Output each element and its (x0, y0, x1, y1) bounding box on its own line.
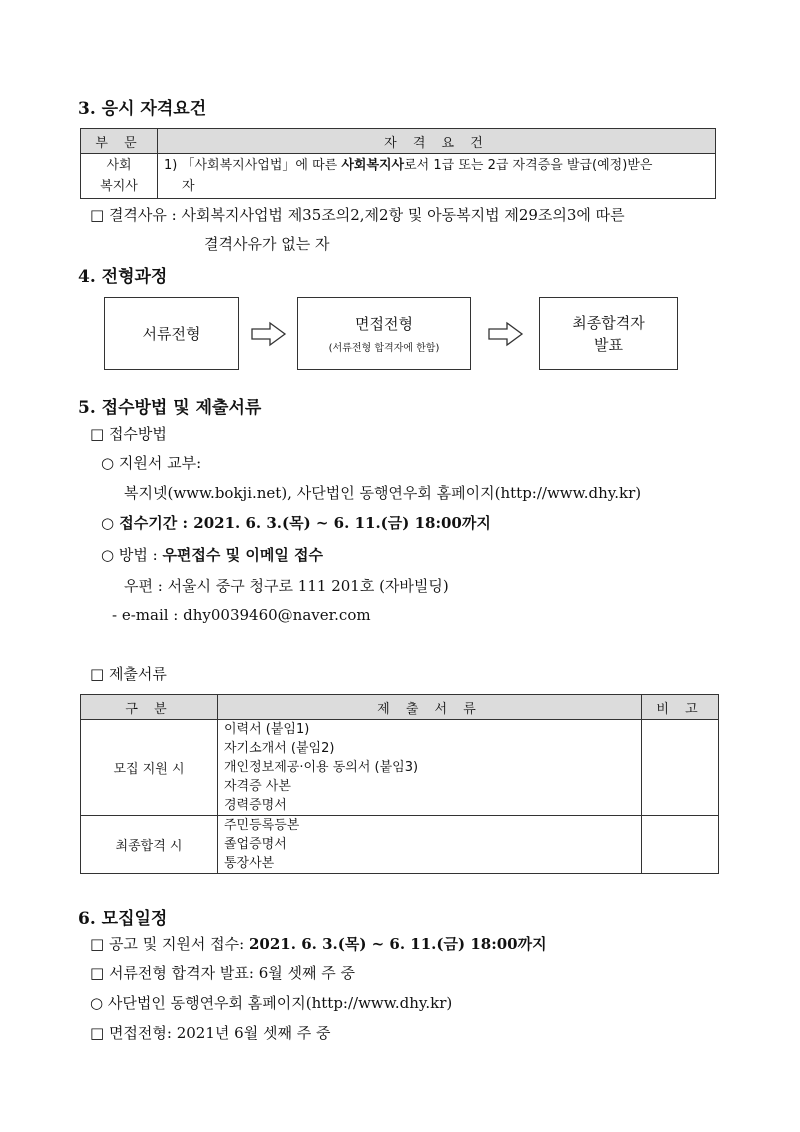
document-item: 자기소개서 (붙임2) (224, 741, 335, 756)
schedule-item-2: □ 서류전형 합격자 발표: 6월 셋째 주 중 (90, 964, 356, 982)
schedule-item-1 (90, 933, 547, 954)
requirement-line-1 (164, 155, 715, 176)
dept-line-2: 복지사 (100, 179, 138, 194)
document-item: 주민등록등본 (224, 818, 300, 833)
method-bullet-1-detail: 복지넷(www.bokji.net), 사단법인 동행연우회 홈페이지(http://www.dhy.kr) (124, 484, 642, 502)
disqualification-line-1: □ 결격사유 : 사회복지사업법 제35조의2,제2항 및 아동복지법 제29조의3에 따른 (90, 206, 625, 224)
table-row (81, 154, 716, 199)
document-item: 통장사본 (224, 856, 275, 871)
dept-cell (81, 154, 158, 199)
table-header-row (81, 695, 719, 720)
header-dept: 부 문 (81, 129, 158, 154)
requirement-line-2: 자 (182, 179, 195, 194)
post-address: 우편 : 서울시 중구 청구로 111 201호 (자바빌딩) (124, 577, 449, 595)
schedule-item-4: □ 면접전형: 2021년 6월 셋째 주 중 (90, 1024, 331, 1042)
document-item: 자격증 사본 (224, 779, 291, 794)
table-row (81, 720, 719, 816)
header-requirement: 자 격 요 건 (158, 129, 716, 154)
document-item: 졸업증명서 (224, 837, 287, 852)
header-documents: 제 출 서 류 (218, 695, 642, 720)
schedule-item-3: ○ 사단법인 동행연우회 홈페이지(http://www.dhy.kr) (90, 994, 453, 1012)
schedule-item-1-bold: 2021. 6. 3.(목) ~ 6. 11.(금) 18:00까지 (249, 935, 547, 953)
method-prefix: ○ 방법 : (101, 546, 163, 564)
document-item: 경력증명서 (224, 798, 287, 813)
category-cell: 최종합격 시 (81, 816, 218, 874)
method-bullet-3 (101, 544, 323, 565)
dept-line-1: 사회 (106, 158, 132, 173)
arrow-right-icon (487, 320, 525, 348)
section-3-title: 3. 응시 자격요건 (78, 99, 207, 119)
note-cell (642, 720, 719, 816)
method-bullet-2 (101, 512, 491, 533)
requirement-cell (158, 154, 716, 199)
section-4-title: 4. 전형과정 (78, 267, 168, 287)
process-step-document (104, 297, 239, 370)
category-cell: 모집 지원 시 (81, 720, 218, 816)
docs-heading: □ 제출서류 (90, 665, 167, 683)
application-period: ○ 접수기간 : 2021. 6. 3.(목) ~ 6. 11.(금) 18:00까지 (101, 514, 491, 532)
method-bold: 우편접수 및 이메일 접수 (162, 546, 324, 564)
method-heading: □ 접수방법 (90, 425, 167, 443)
process-step-interview (297, 297, 471, 370)
step-3-line-1: 최종합격자 (572, 313, 645, 332)
section-5-title: 5. 접수방법 및 제출서류 (78, 398, 262, 418)
qualification-table (80, 128, 716, 199)
section-6-title: 6. 모집일정 (78, 909, 168, 929)
disqualification-line-2: 결격사유가 없는 자 (204, 235, 330, 253)
document-item: 개인정보제공·이용 동의서 (붙임3) (224, 760, 419, 775)
step-2-label: 면접전형 (355, 315, 413, 333)
documents-cell (218, 816, 642, 874)
email-address: - e-mail : dhy0039460@naver.com (112, 606, 371, 624)
arrow-right-icon (250, 320, 288, 348)
method-bullet-1: ○ 지원서 교부: (101, 454, 202, 472)
step-1-label: 서류전형 (142, 325, 201, 343)
process-step-final (539, 297, 678, 370)
note-cell (642, 816, 719, 874)
document-item: 이력서 (붙임1) (224, 722, 310, 737)
table-header-row (81, 129, 716, 154)
schedule-item-1-prefix: □ 공고 및 지원서 접수: (90, 935, 249, 953)
documents-table (80, 694, 719, 874)
requirement-prefix: 1) 「사회복지사업법」에 따른 (164, 158, 342, 173)
header-note: 비 고 (642, 695, 719, 720)
documents-cell (218, 720, 642, 816)
requirement-suffix: 로서 1급 또는 2급 자격증을 발급(예정)받은 (404, 158, 653, 173)
step-2-note: (서류전형 합격자에 한함) (328, 343, 440, 354)
header-category: 구 분 (81, 695, 218, 720)
table-row (81, 816, 719, 874)
requirement-bold: 사회복지사 (341, 158, 405, 173)
step-3-line-2: 발표 (594, 335, 623, 354)
